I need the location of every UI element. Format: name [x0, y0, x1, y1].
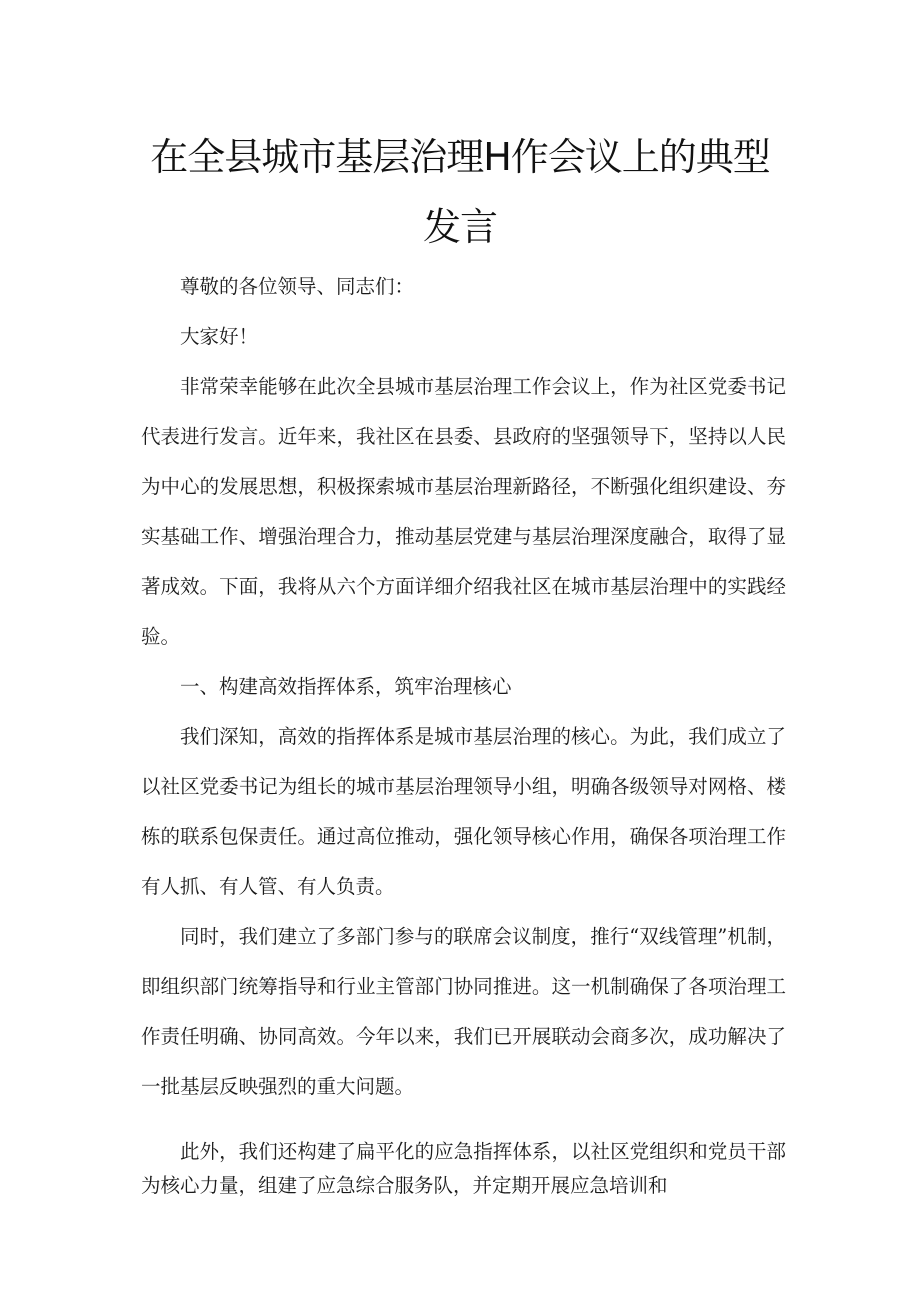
- body-paragraph: 此外，我们还构建了扁平化的应急指挥体系，以社区党组织和党员干部为核心力量，组建了应急综合服务队，并定期开展应急培训和: [141, 1140, 786, 1197]
- body-paragraph: 我们深知，高效的指挥体系是城市基层治理的核心。为此，我们成立了以社区党委书记为组长的城市基层治理领导小组，明确各级领导对网格、楼栋的联系包保责任。通过高位推动，强化领导核心作用，确保各项治理工作有人抓、有人管、有人负责。: [141, 725, 786, 898]
- intro-paragraph: 非常荣幸能够在此次全县城市基层治理工作会议上，作为社区党委书记代表进行发言。近年来，我社区在县委、县政府的坚强领导下，坚持以人民为中心的发展思想，积极探索城市基层治理新路径，不断强化组织建设、夯实基础工作、增强治理合力，推动基层党建与基层治理深度融合，取得了显著成效。下面，我将从六个方面详细介绍我社区在城市基层治理中的实践经验。: [141, 375, 786, 648]
- salutation-paragraph: 尊敬的各位领导、同志们：: [180, 275, 415, 298]
- document-body: [141, 262, 786, 1203]
- body-paragraph: 同时，我们建立了多部门参与的联席会议制度，推行“双线管理”机制，即组织部门统筹指导和行业主管部门协同推进。这一机制确保了各项治理工作责任明确、协同高效。今年以来，我们已开展联动会商多次，成功解决了一批基层反映强烈的重大问题。: [141, 925, 786, 1098]
- document-title-line-2: 发言: [422, 205, 497, 249]
- greeting-paragraph: 大家好！: [180, 325, 259, 348]
- document-title-line-1: 在全县城市基层治理H作会议上的典型: [150, 135, 770, 179]
- section-heading-1: 一、构建高效指挥体系，筑牢治理核心: [180, 675, 512, 698]
